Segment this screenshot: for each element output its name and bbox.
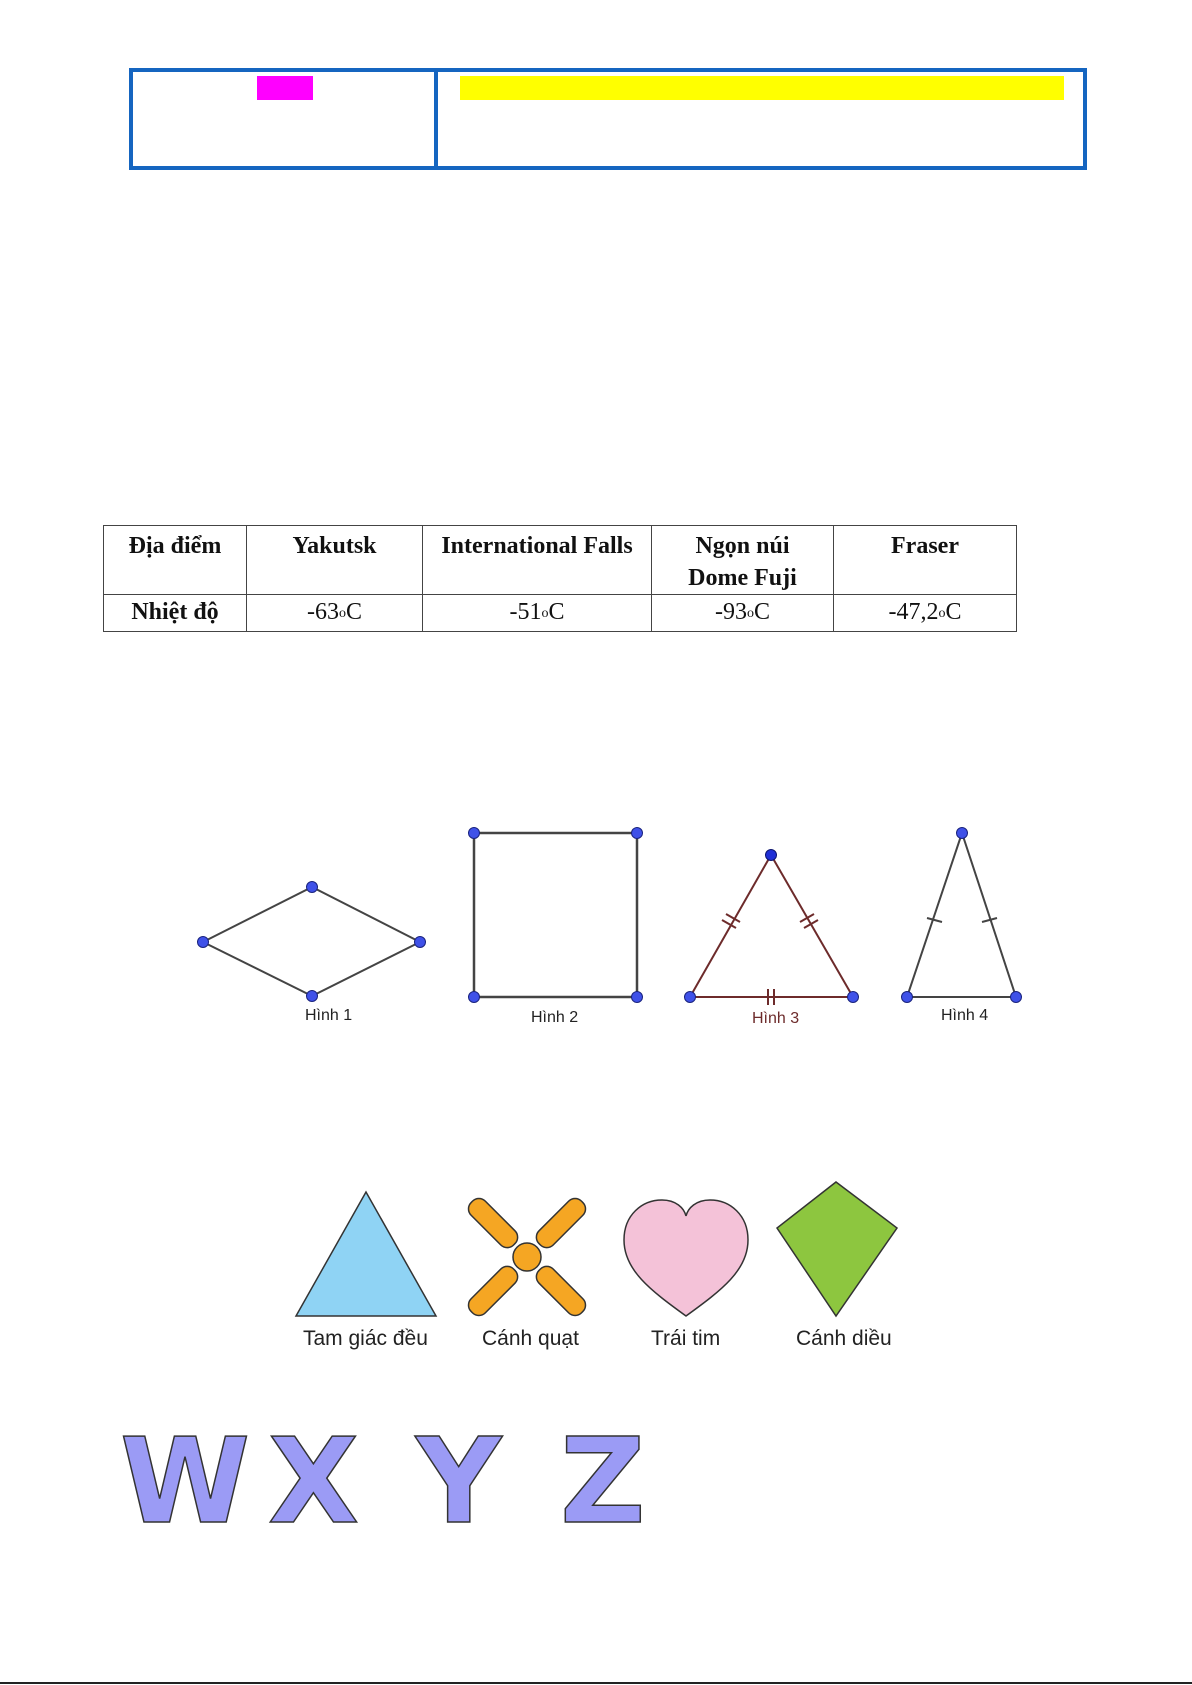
temp-unit: C <box>753 599 770 625</box>
footer-rule <box>0 1682 1192 1684</box>
shape-label-kite: Cánh diều <box>796 1327 892 1350</box>
shape-label-triangle: Tam giác đều <box>303 1327 428 1350</box>
table-corner-cell: Địa điểm <box>104 526 247 595</box>
vertex-point <box>957 828 968 839</box>
yellow-highlight <box>460 76 1064 100</box>
letter-w: W <box>120 1420 251 1540</box>
degree-symbol: o <box>746 606 754 621</box>
temp-value: -93 <box>714 599 747 625</box>
shape-label-heart: Trái tim <box>651 1327 721 1350</box>
shape-label-fan: Cánh quạt <box>482 1327 579 1350</box>
table-cell <box>423 595 652 632</box>
vertex-point <box>415 937 426 948</box>
temp-unit: C <box>945 599 962 625</box>
table-header-cell: Fraser <box>834 526 1017 595</box>
vertex-point <box>198 937 209 948</box>
figure-label-1: Hình 1 <box>305 1007 353 1024</box>
table-cell <box>652 595 834 632</box>
geometry-figures <box>0 810 1192 1040</box>
vertex-point <box>632 828 643 839</box>
table-header-cell <box>652 526 834 595</box>
figure-label-2: Hình 2 <box>531 1009 579 1026</box>
figure-label-4: Hình 4 <box>941 1007 989 1024</box>
temp-value: -47,2 <box>888 599 939 625</box>
temp-unit: C <box>548 599 565 625</box>
vertex-point <box>469 992 480 1003</box>
degree-symbol: o <box>338 606 346 621</box>
header-box <box>129 68 1087 170</box>
vertex-point <box>632 992 643 1003</box>
fan-shape <box>465 1195 589 1319</box>
figure-rhombus <box>198 882 426 1002</box>
vertex-point <box>1011 992 1022 1003</box>
symmetric-shapes <box>0 1170 1192 1330</box>
table-header-line2: Dome Fuji <box>688 565 797 591</box>
table-row <box>104 595 1017 632</box>
table-header-line1: Ngọn núi <box>695 533 790 559</box>
letters-row <box>0 1420 700 1540</box>
vertex-point <box>685 992 696 1003</box>
vertex-point <box>469 828 480 839</box>
table-header-cell: Yakutsk <box>247 526 423 595</box>
table-cell <box>834 595 1017 632</box>
equilateral-triangle-shape <box>296 1192 436 1316</box>
table-row-label: Nhiệt độ <box>104 595 247 632</box>
figure-isosceles-triangle <box>902 828 1022 1003</box>
degree-symbol: o <box>938 606 946 621</box>
vertex-point <box>902 992 913 1003</box>
header-divider <box>434 72 438 166</box>
letter-x: X <box>268 1420 359 1540</box>
vertex-point <box>307 882 318 893</box>
magenta-highlight <box>257 76 313 100</box>
temp-value: -51 <box>509 599 542 625</box>
letter-z: Z <box>560 1420 646 1540</box>
figure-equilateral-triangle <box>685 850 859 1006</box>
vertex-point <box>307 991 318 1002</box>
temp-value: -63 <box>306 599 339 625</box>
figure-label-3: Hình 3 <box>752 1010 800 1027</box>
table-header-cell: International Falls <box>423 526 652 595</box>
vertex-point <box>766 850 777 861</box>
table-cell <box>247 595 423 632</box>
temp-unit: C <box>345 599 362 625</box>
heart-shape <box>624 1200 748 1316</box>
degree-symbol: o <box>541 606 549 621</box>
letter-y: Y <box>416 1420 502 1540</box>
kite-shape <box>777 1182 897 1316</box>
vertex-point <box>848 992 859 1003</box>
figure-square <box>469 828 643 1003</box>
table-header-row <box>104 526 1017 595</box>
temperature-table <box>103 525 1017 632</box>
